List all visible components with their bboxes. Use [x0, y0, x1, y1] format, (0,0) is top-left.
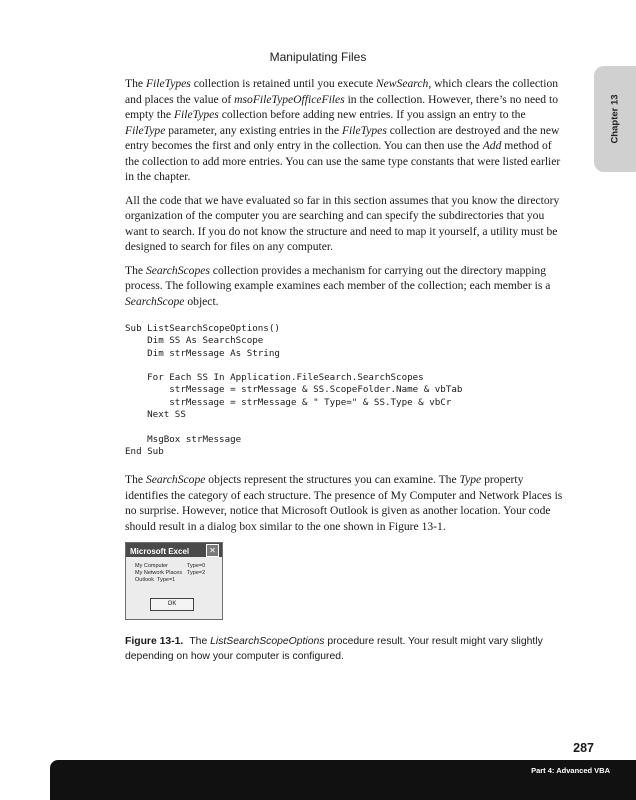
text-run: object. — [184, 294, 219, 308]
figure-caption — [125, 634, 565, 664]
ok-button: OK — [150, 598, 194, 611]
text-run: in the collection. However, there’s no need to empty the — [125, 92, 558, 121]
dialog-row — [135, 577, 205, 584]
italic-term: NewSearch — [375, 77, 429, 90]
text-run: property identifies the category of each structure. The presence of My Computer and Network Places is no surprise. However, notice that Microsoft Outlook is given as another location. Your code should result in a dialog box similar to the one shown in Figure 13-1. — [125, 473, 563, 533]
text-run: All the code that we have evaluated so far in this section assumes that you know the directory organization of the computer you are searching and can specify the subdirectories that you want to search. If you do not know the structure and need to map it yourself, a utility must be designed to search for files on any computer. — [125, 193, 560, 253]
dialog-title: Microsoft Excel — [130, 547, 190, 557]
text-run: The — [125, 473, 146, 487]
footer-bar — [50, 760, 636, 800]
figure-13-1-dialog — [125, 542, 223, 620]
scope-type: Type=1 — [157, 577, 176, 584]
footer-label: Part 4: Advanced VBA — [531, 766, 610, 775]
text-run: objects represent the structures you can examine. The — [205, 473, 460, 487]
paragraph-2 — [125, 193, 565, 255]
figure-label: Figure 13-1. — [125, 636, 184, 648]
text-run: collection provides a mechanism for carrying out the directory mapping process. The following example examines each member of the collection; each member is a — [125, 263, 551, 292]
caption-text — [125, 636, 543, 662]
italic-term: ListSearchScopeOptions — [210, 636, 325, 648]
scope-type: Type=0 — [187, 563, 206, 570]
page-number: 287 — [573, 741, 594, 755]
text-run: method of the collection to add more entries. You can use the same type constants that were listed earlier in the chapter. — [125, 139, 561, 183]
paragraph-4 — [125, 472, 565, 534]
italic-term: SearchScope — [145, 473, 206, 487]
italic-term: msoFileTypeOfficeFiles — [234, 92, 345, 106]
dialog-message — [135, 563, 205, 584]
scope-type: Type=2 — [187, 570, 206, 577]
text-run: The — [189, 636, 211, 648]
text-run: parameter, any existing entries in the — [165, 123, 342, 137]
italic-term: FileType — [125, 123, 166, 137]
scope-name: My Computer — [135, 563, 169, 570]
dialog-titlebar — [126, 543, 222, 557]
dialog-row — [135, 563, 205, 570]
text-run: The — [125, 77, 146, 90]
code-listing: Sub ListSearchScopeOptions() Dim SS As SearchScope Dim strMessage As String For Each SS In Application.FileSearch.SearchScopes strMessage = strMessage & SS.ScopeFolder.Name & vbTab strMessage = strMessage & " Type=" & SS.Type & vbCr Next SS MsgBox strMessage End Sub — [125, 323, 463, 457]
italic-term: SearchScopes — [145, 263, 210, 277]
italic-term: FileTypes — [173, 108, 219, 121]
page-header: Manipulating Files — [269, 50, 367, 64]
text-run: , which clears the collection and places the value of — [125, 77, 559, 106]
text-run: collection before adding new entries. If you assign an entry to the — [218, 108, 526, 121]
chapter-tab — [594, 66, 636, 172]
italic-term: Add — [482, 139, 502, 152]
italic-term: SearchScope — [125, 294, 185, 308]
paragraph-3 — [125, 263, 565, 310]
chapter-tab-label: Chapter 13 — [609, 94, 621, 144]
italic-term: FileTypes — [341, 123, 387, 137]
italic-term: FileTypes — [145, 77, 191, 90]
text-run: collection is retained until you execute — [190, 77, 376, 90]
close-icon: ✕ — [206, 544, 219, 557]
italic-term: Type — [459, 473, 482, 487]
paragraph-1 — [125, 76, 565, 185]
text-run: collection are destroyed and the new entry becomes the first and only entry in the collection. You can then use the — [125, 123, 560, 152]
dialog-row — [135, 570, 205, 577]
text-run: The — [125, 263, 146, 277]
scope-name: Outlook — [135, 577, 154, 584]
page-content — [125, 76, 565, 664]
scope-name: My Network Places — [135, 570, 183, 577]
text-run: procedure result. Your result might vary slightly depending on how your computer is configured. — [125, 636, 543, 663]
